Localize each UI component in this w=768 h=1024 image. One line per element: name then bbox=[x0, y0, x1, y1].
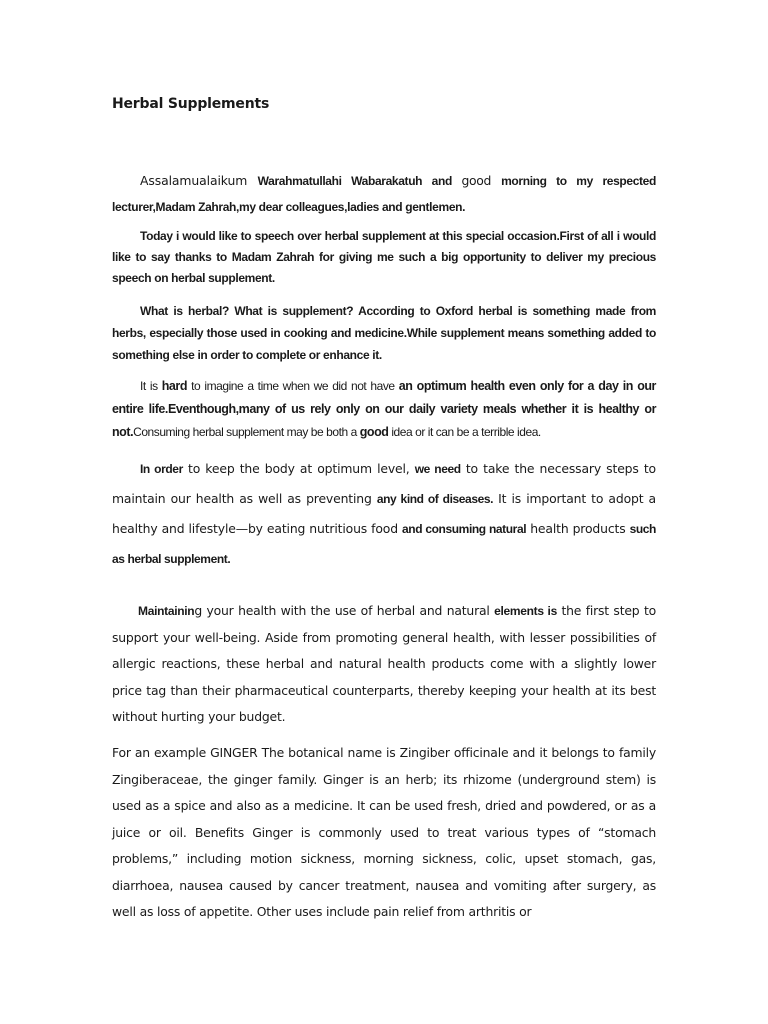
ginger-text: For an example GINGER The botanical name is Zingiber officinale and it belongs to family Zingiberaceae, the ginger family. Ginger is an herb; its rhizome (underground stem) is used as a spice and also as a medicine. It can be used fresh, dried and powdered, or as a juice or oil. Benefits Ginger is commonly used to treat various types of “stomach problems,” including motion sickness, morning sickness, colic, upset stomach, gas, diarrhoea, nausea caused by cancer treatment, nausea and vomiting after surgery, as well as loss of appetite. Other uses include pain relief from arthritis or bbox=[112, 745, 656, 919]
maintain-text-8: health products bbox=[526, 521, 630, 536]
greeting-text-1: Assalamualaikum bbox=[140, 173, 258, 188]
wellbeing-text-3: elements is bbox=[494, 604, 557, 618]
health-text-6: good bbox=[359, 425, 389, 439]
health-text-1: It is bbox=[140, 379, 162, 393]
paragraph-greeting bbox=[112, 168, 656, 220]
maintain-text-1: In order bbox=[140, 462, 183, 476]
paragraph-wellbeing bbox=[112, 598, 656, 731]
health-text-7: idea or it can be a terrible idea. bbox=[388, 425, 541, 439]
health-text-4: an optimum health even only for a day in our entire life.Eventhough,many of us rely only on our daily variety meals whether it is healthy or not. bbox=[112, 379, 656, 439]
definition-text: What is herbal? What is supplement? According to Oxford herbal is something made from herbs, especially those used in cooking and medicine.While supplement means something added to something else in order to complete or enhance it. bbox=[112, 304, 656, 362]
paragraph-ginger bbox=[112, 740, 656, 926]
maintain-text-9: such as herbal supplement. bbox=[112, 522, 656, 566]
greeting-text-2: Warahmatullahi Wabarakatuh and bbox=[257, 174, 462, 188]
paragraph-maintain bbox=[112, 454, 656, 574]
health-text-5: Consuming herbal supplement may be both a bbox=[133, 425, 360, 439]
paragraph-health bbox=[112, 375, 656, 444]
paragraph-intro bbox=[112, 226, 656, 289]
wellbeing-text-2: g your health with the use of herbal and natural bbox=[194, 603, 495, 618]
paragraph-definition bbox=[112, 300, 656, 366]
maintain-text-6: It is important to adopt a healthy and lifestyle—by eating nutritious food bbox=[112, 491, 656, 536]
maintain-text-2: to keep the body at optimum level, bbox=[182, 461, 415, 476]
maintain-text-3: we need bbox=[414, 462, 461, 476]
maintain-text-7: and consuming natural bbox=[402, 522, 527, 536]
health-text-3: to imagine a time when we did not have bbox=[187, 379, 399, 393]
maintain-text-5: any kind of diseases. bbox=[376, 492, 494, 506]
wellbeing-text-1: Maintainin bbox=[138, 604, 195, 618]
greeting-text-4: morning to my respected lecturer,Madam Zahrah,my dear colleagues,ladies and gentlemen. bbox=[112, 174, 656, 214]
health-text-2: hard bbox=[161, 379, 188, 393]
maintain-text-4: to take the necessary steps to maintain our health as well as preventing bbox=[112, 461, 656, 506]
document-title: Herbal Supplements bbox=[112, 96, 270, 112]
greeting-text-3: good bbox=[461, 173, 502, 188]
intro-text: Today i would like to speech over herbal supplement at this special occasion.First of all i would like to say thanks to Madam Zahrah for giving me such a big opportunity to deliver my precious speech on herbal supplement. bbox=[112, 229, 656, 285]
wellbeing-text-4: the first step to support your well-being. Aside from promoting general health, with lesser possibilities of allergic reactions, these herbal and natural health products come with a slightly lower price tag than their pharmaceutical counterparts, thereby keeping your health at its best without hurting your budget. bbox=[112, 603, 656, 724]
